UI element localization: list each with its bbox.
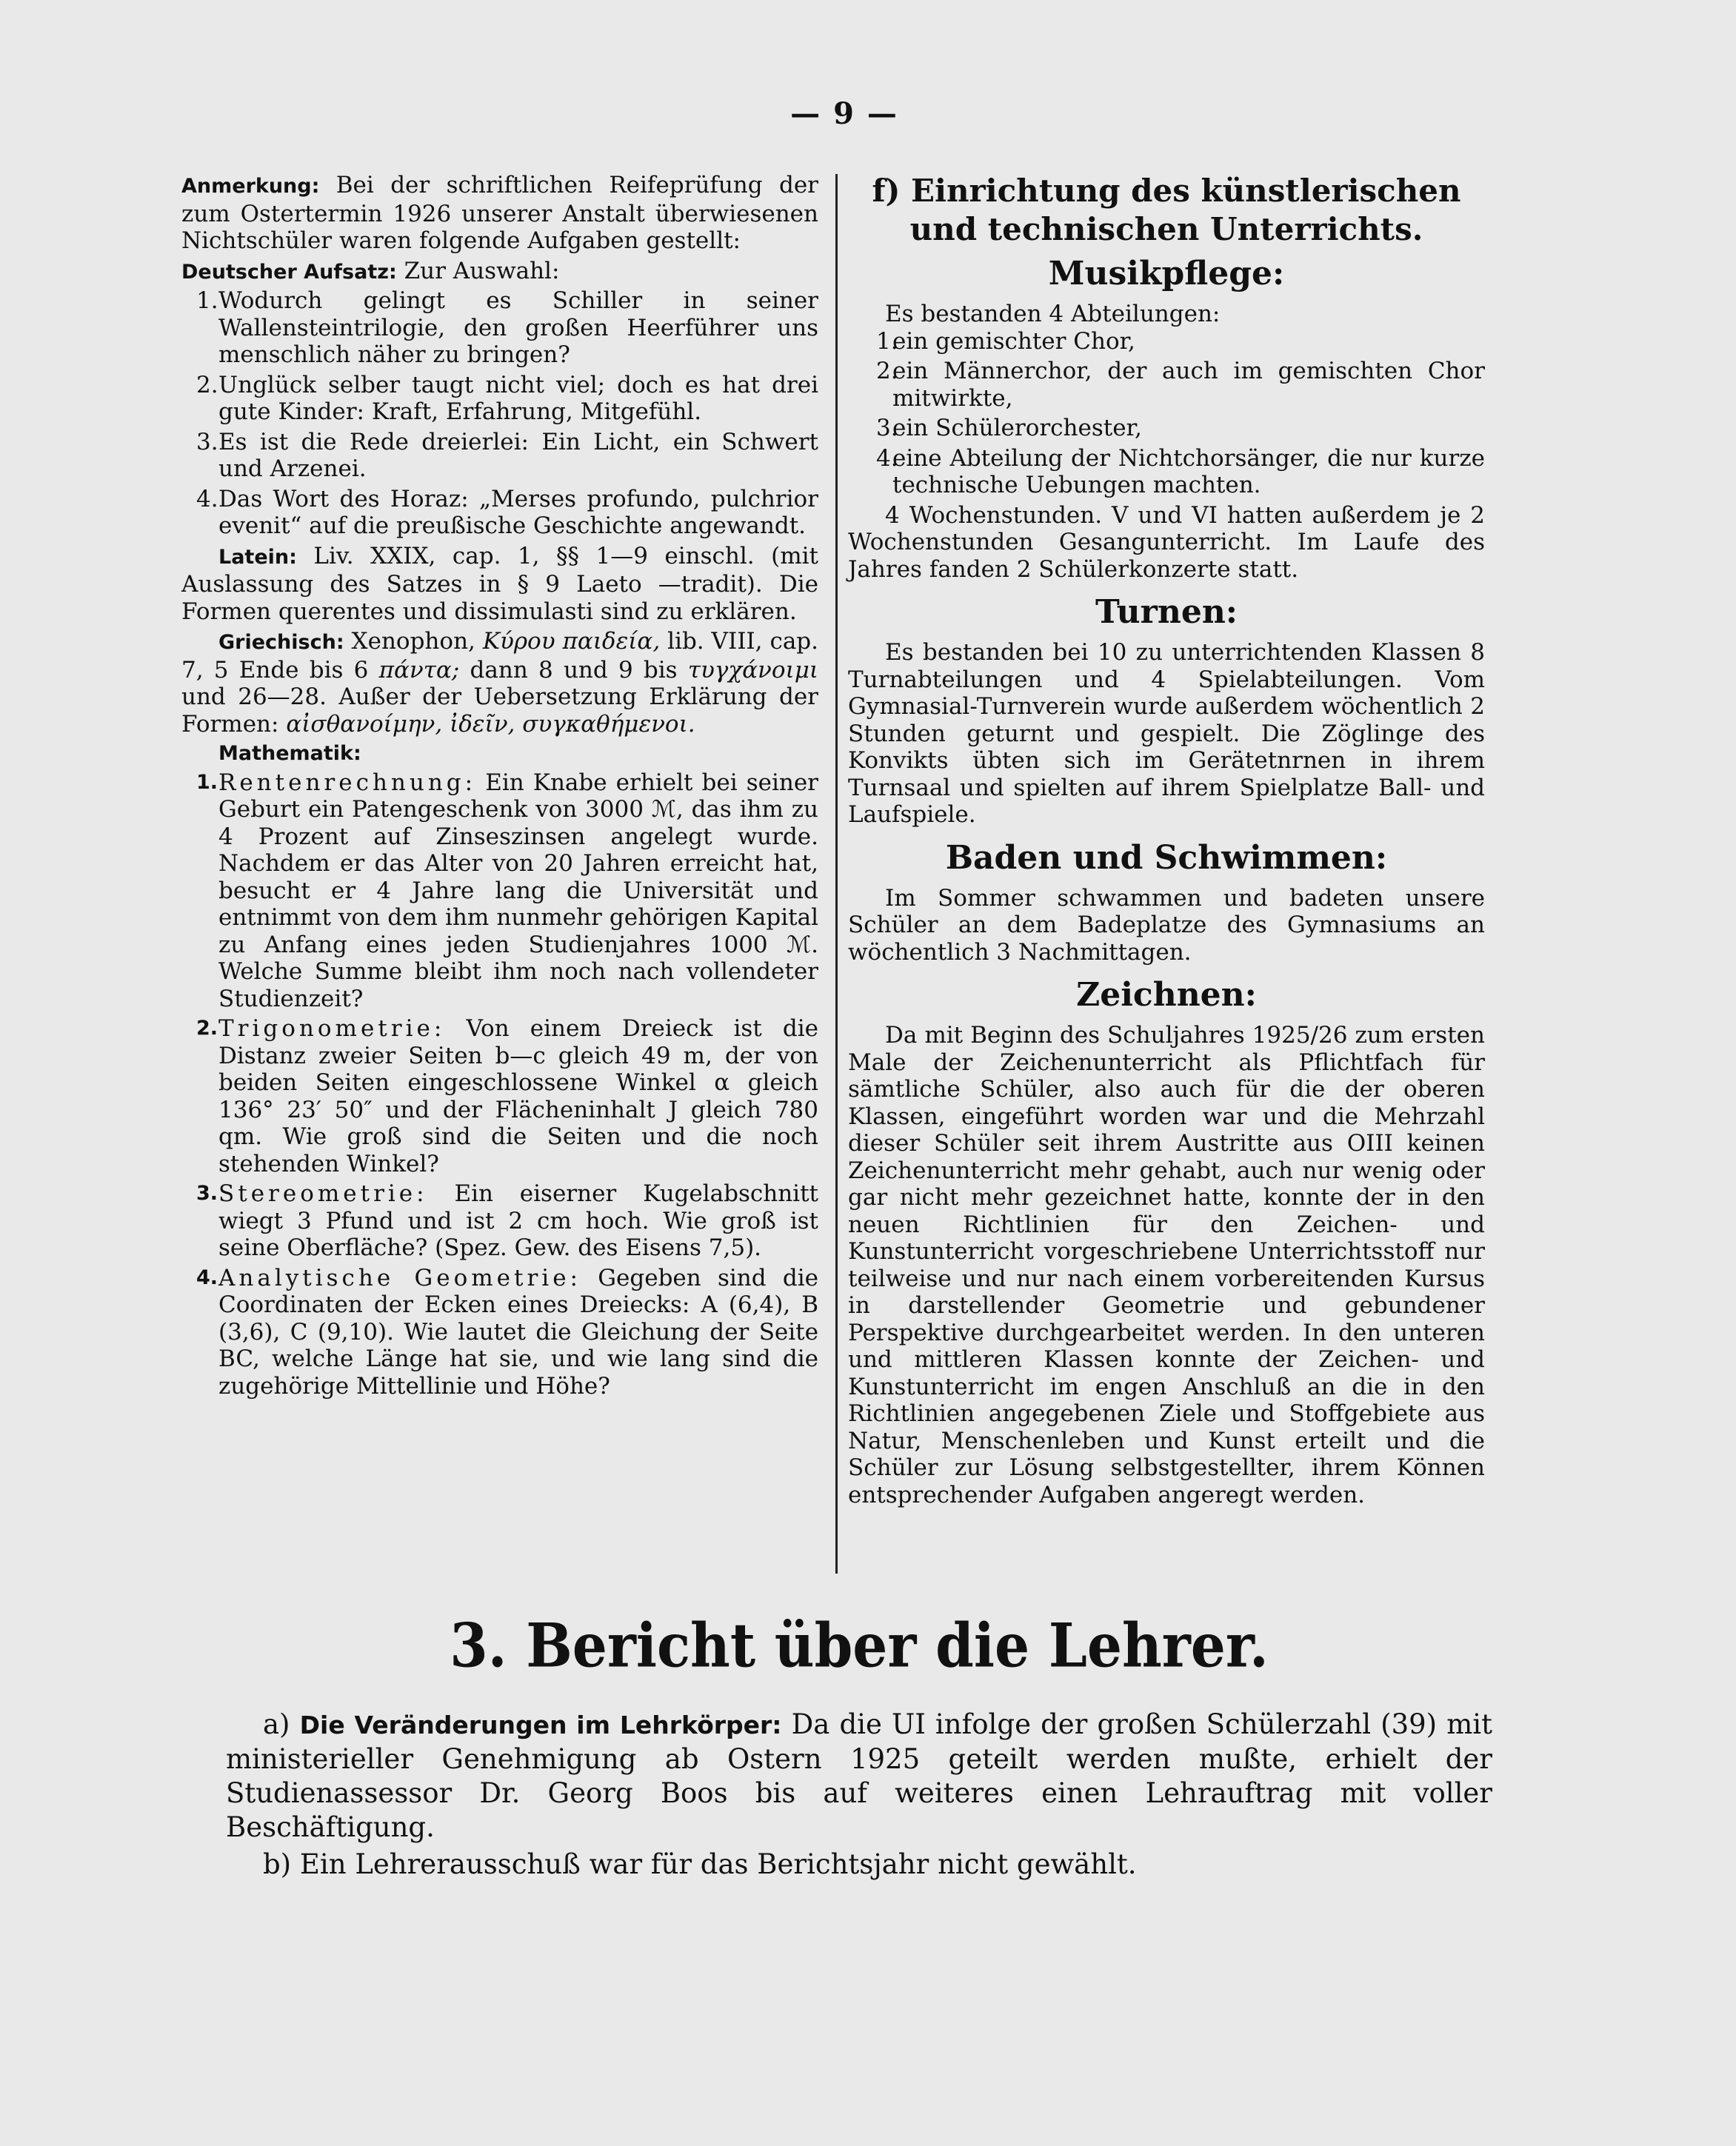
list-item bbox=[181, 287, 818, 369]
anmerkung-paragraph bbox=[181, 172, 818, 255]
item-text: Wodurch gelingt es Schiller in seiner Wallensteintrilogie, den großen Heerführer uns menschlich näher zu bringen? bbox=[218, 287, 818, 368]
item-text: Ein eiserner Kugelabschnitt wiegt 3 Pfund und ist 2 cm hoch. Wie groß ist seine Oberfläche? (Spez. Gew. des Eisens 7,5). bbox=[218, 1180, 818, 1261]
item-number: 2. bbox=[876, 358, 898, 384]
mathematik-list bbox=[181, 769, 818, 1400]
greek-text: τυγχάνοιμι bbox=[687, 656, 819, 683]
item-number: 4. bbox=[876, 444, 898, 472]
item-text: Es ist die Rede dreierlei: Ein Licht, ein Schwert und Arzenei. bbox=[218, 428, 818, 482]
item-text: Ein Knabe erhielt bei seiner Geburt ein Patengeschenk von 3000 ℳ, das ihm zu 4 Prozent auf Zinseszinsen angelegt wurde. Nachdem er das Alter von 20 Jahren erreicht hat, besucht er 4 Jahre lang die Universität und entnimmt von dem ihm nunmehr gehörigen Kapital zu Anfang eines jeden Studienjahres 1000 ℳ. Welche Summe bleibt ihm noch nach vollendeter Studienzeit? bbox=[218, 769, 819, 1012]
deutsch-text: Zur Auswahl: bbox=[404, 257, 560, 284]
list-item bbox=[181, 429, 818, 483]
item-number: 1. bbox=[876, 327, 898, 355]
turnen-text: Es bestanden bei 10 zu unterrichtenden Klassen 8 Turnabteilungen und 4 Spielabteilungen. Vom Gymnasial-Turnverein wurde außerdem wöchentlich 2 Stunden geturnt und gespielt. Die Zöglinge des Konvikts übten sich im Gerätetnrnen in ihrem Turnsaal und spielten auf ihrem Spielplatze Ball- und Laufspiele. bbox=[848, 639, 1485, 828]
column-divider bbox=[835, 174, 838, 1574]
paragraph-a-label: Die Veränderungen im Lehrkörper: bbox=[299, 1711, 782, 1739]
griechisch-label: Griechisch: bbox=[218, 631, 344, 654]
baden-heading: Baden und Schwimmen: bbox=[945, 838, 1388, 877]
item-number: 4. bbox=[196, 1266, 218, 1289]
item-text: ein gemischter Chor, bbox=[892, 327, 1135, 355]
item-prefix: b) bbox=[263, 1848, 292, 1880]
list-item bbox=[848, 328, 1485, 355]
paragraph-b bbox=[226, 1848, 1492, 1882]
item-number: 3. bbox=[196, 1182, 218, 1205]
mathematik-heading bbox=[181, 739, 818, 768]
griechisch-paragraph bbox=[181, 628, 818, 738]
list-item bbox=[848, 445, 1485, 499]
list-item bbox=[181, 1180, 818, 1262]
musik-intro: Es bestanden 4 Abteilungen: bbox=[885, 301, 1221, 327]
item-number: 3. bbox=[876, 415, 898, 441]
item-number: 4. bbox=[196, 485, 218, 512]
list-item bbox=[181, 1265, 818, 1400]
item-text: ein Schülerorchester, bbox=[892, 415, 1142, 441]
anmerkung-text: Bei der schriftlichen Reifeprüfung der zum Ostertermin 1926 unserer Anstalt überwiesenen Nichtschüler waren folgende Aufgaben gestellt: bbox=[181, 172, 818, 254]
section-heading: f) Einrichtung des künstlerischen und technischen Unterrichts. bbox=[872, 173, 1461, 247]
list-item bbox=[181, 372, 818, 426]
latein-text: Liv. XXIX, cap. 1, §§ 1—9 einschl. (mit Auslassung des Satzes in § 9 Laeto —tradit). Die Formen querentes und dissimulasti sind zu erklären. bbox=[181, 542, 818, 625]
deutsch-label: Deutscher Aufsatz: bbox=[181, 260, 397, 284]
zeichnen-heading: Zeichnen: bbox=[1076, 976, 1257, 1014]
page-number: — 9 — bbox=[790, 96, 898, 131]
item-text: eine Abteilung der Nichtchorsänger, die nur kurze technische Uebungen machten. bbox=[892, 444, 1485, 498]
item-number: 1. bbox=[196, 770, 218, 794]
bottom-section bbox=[226, 1611, 1493, 1882]
deutsch-heading bbox=[181, 258, 818, 287]
greek-text: πάντα; bbox=[378, 656, 460, 683]
item-number: 1. bbox=[196, 287, 218, 314]
griechisch-text: dann 8 und 9 bis bbox=[470, 656, 678, 683]
section-title: 3. Bericht über die Lehrer. bbox=[450, 1611, 1269, 1682]
latein-paragraph bbox=[181, 543, 818, 626]
list-item bbox=[181, 1015, 818, 1177]
item-prefix: a) bbox=[263, 1708, 290, 1740]
left-column bbox=[181, 172, 818, 1403]
musik-heading: Musikpflege: bbox=[1048, 255, 1285, 293]
item-heading: Trigonometrie: bbox=[218, 1015, 446, 1042]
item-text: Von einem Dreieck ist die Distanz zweier Seiten b—c gleich 49 m, der von beiden Seiten eingeschlossene Winkel α gleich 136° 23′ 50″ und der Flächeninhalt J gleich 780 qm. Wie groß sind die Seiten und die noch stehenden Winkel? bbox=[218, 1015, 818, 1177]
list-item bbox=[848, 415, 1485, 442]
griechisch-text: lib. VIII, cap. 7, 5 Ende bis 6 bbox=[181, 628, 818, 683]
item-number: 2. bbox=[196, 1017, 218, 1040]
griechisch-text: und 26—28. Außer der Uebersetzung Erklärung der Formen: bbox=[181, 683, 818, 738]
item-heading: Rentenrechnung: bbox=[218, 769, 477, 796]
right-column bbox=[848, 172, 1485, 1508]
paragraph-a bbox=[226, 1708, 1492, 1845]
greek-text: Κύρου παιδεία, bbox=[482, 628, 661, 655]
item-heading: Stereometrie: bbox=[218, 1180, 428, 1207]
list-item bbox=[848, 358, 1485, 412]
item-text: Unglück selber taugt nicht viel; doch es hat drei gute Kinder: Kraft, Erfahrung, Mitgefühl. bbox=[218, 371, 818, 425]
greek-text: αἰσθανοίμην, ἰδεῖν, συγκαθήμενοι. bbox=[286, 710, 695, 738]
griechisch-text: Xenophon, bbox=[351, 628, 475, 655]
item-text: ein Männerchor, der auch im gemischten Chor mitwirkte, bbox=[892, 358, 1485, 412]
latein-label: Latein: bbox=[218, 545, 297, 569]
item-number: 3. bbox=[196, 428, 218, 455]
list-item bbox=[181, 486, 818, 540]
deutsch-list bbox=[181, 287, 818, 540]
zeichnen-text: Da mit Beginn des Schuljahres 1925/26 zum ersten Male der Zeichenunterricht als Pflichtfach für sämtliche Schüler, also auch für die der oberen Klassen, eingeführt worden war und die Mehrzahl dieser Schüler seit ihrem Austritte aus OIII keinen Zeichenunterricht mehr gehabt, auch nur wenig oder gar nicht mehr gezeichnet hatte, konnte der in den neuen Richtlinien für den Zeichen- und Kunstunterricht vorgeschriebene Unterrichtsstoff nur teilweise und nur nach einem vorbereitenden Kursus in darstellender Geometrie und gebundener Perspektive durchgearbeitet werden. In den unteren und mittleren Klassen konnte der Zeichen- und Kunstunterricht im engen Anschluß an die in den Richtlinien angegebenen Ziele und Stoffgebiete aus Natur, Menschenleben und Kunst erteilt und die Schüler zur Lösung selbstgestellter, ihrem Können entsprechender Aufgaben angeregt werden. bbox=[848, 1022, 1485, 1508]
musik-list bbox=[848, 328, 1485, 499]
turnen-heading: Turnen: bbox=[1095, 593, 1238, 631]
list-item bbox=[181, 769, 818, 1013]
baden-text: Im Sommer schwammen und badeten unsere Schüler an dem Badeplatze des Gymnasiums an wöchentlich 3 Nachmittagen. bbox=[848, 884, 1485, 966]
paragraph-a-text: Da die UI infolge der großen Schülerzahl (39) mit ministerieller Genehmigung ab Ostern 1925 geteilt werden mußte, erhielt der Studienassessor Dr. Georg Boos bis auf weiteres einen Lehrauftrag mit voller Beschäftigung. bbox=[226, 1708, 1493, 1843]
paragraph-b-text: Ein Lehrerausschuß war für das Berichtsjahr nicht gewählt. bbox=[299, 1848, 1137, 1880]
anmerkung-label: Anmerkung: bbox=[181, 175, 320, 198]
item-text: Das Wort des Horaz: „Merses profundo, pulchrior evenit“ auf die preußische Geschichte angewandt. bbox=[218, 485, 818, 539]
mathematik-label: Mathematik: bbox=[218, 742, 361, 765]
item-number: 2. bbox=[196, 371, 218, 398]
item-text: Gegeben sind die Coordinaten der Ecken eines Dreiecks: A (6,4), B (3,6), C (9,10). Wie lautet die Gleichung der Seite BC, welche Länge hat sie, und wie lang sind die zugehörige Mittellinie und Höhe? bbox=[218, 1264, 818, 1400]
item-heading: Analytische Geometrie: bbox=[218, 1264, 581, 1291]
musik-text: 4 Wochenstunden. V und VI hatten außerdem je 2 Wochenstunden Gesangunterricht. Im Laufe des Jahres fanden 2 Schülerkonzerte statt. bbox=[848, 501, 1485, 583]
